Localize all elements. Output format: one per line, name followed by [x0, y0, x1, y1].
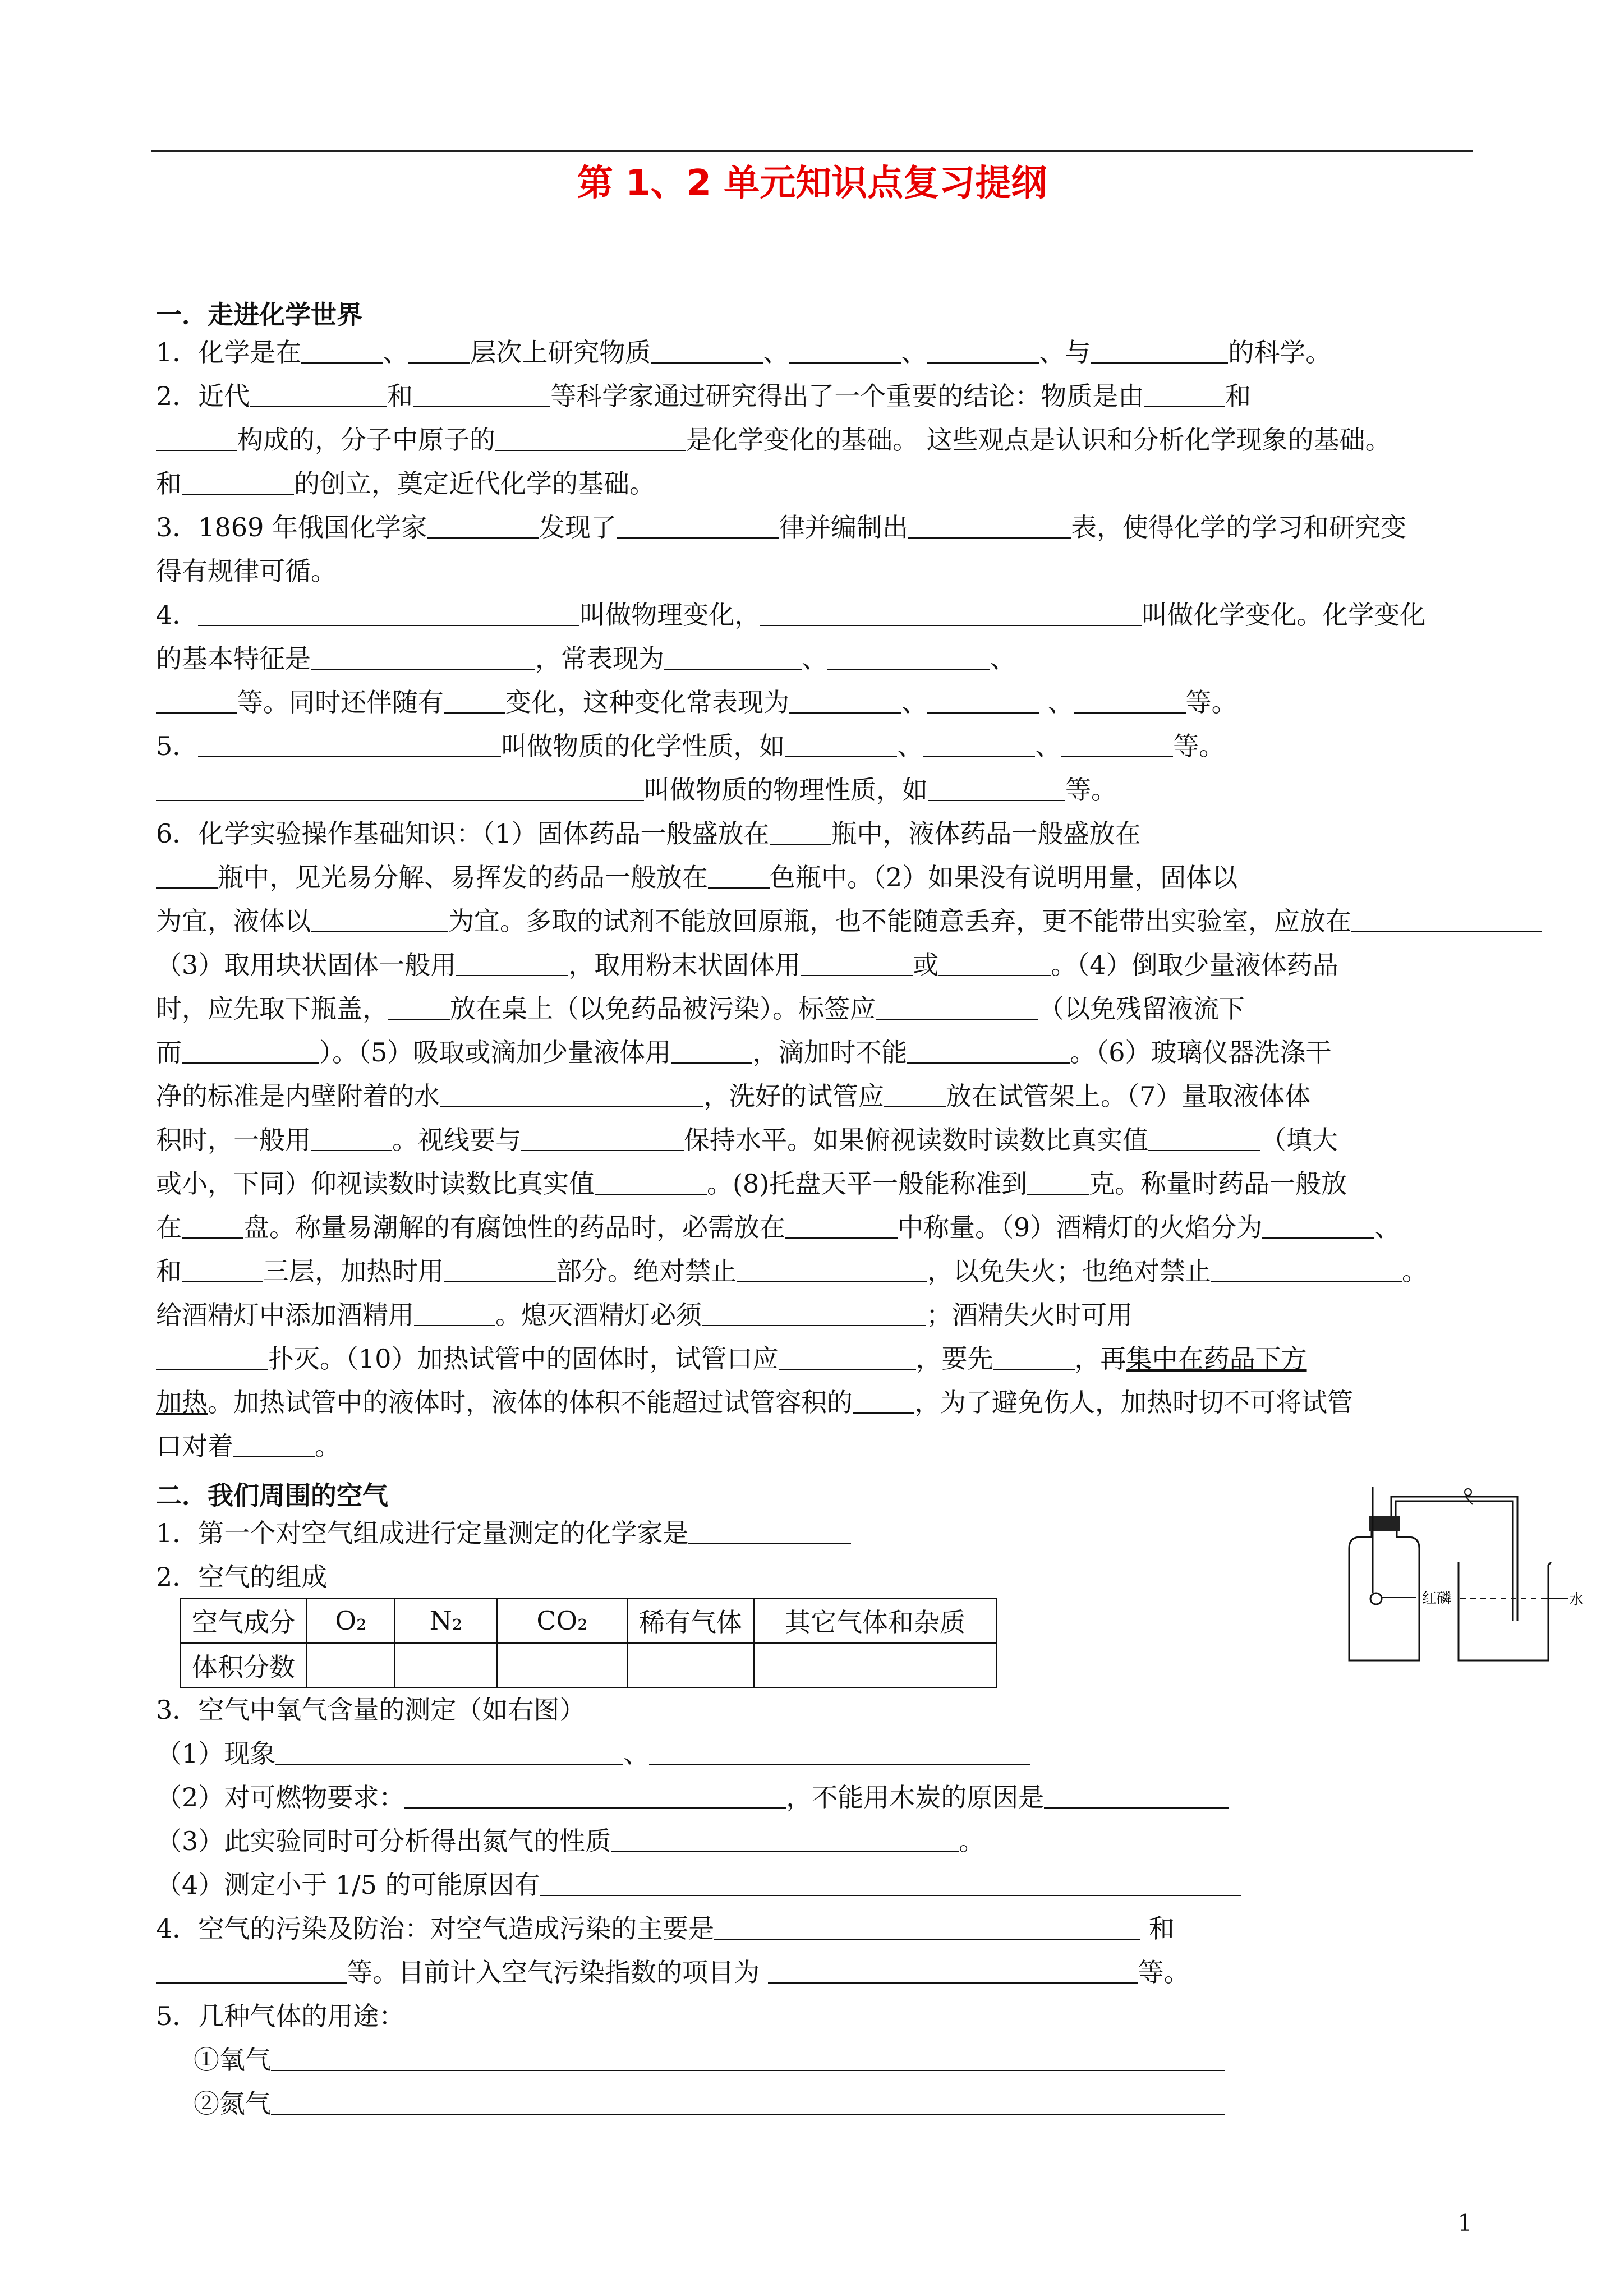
s1-line-13: 瓶中，见光易分解、易挥发的药品一般放在 色瓶中。（2）如果没有说明用量，固体以	[156, 864, 1237, 890]
table-cell: 稀有气体	[627, 1598, 754, 1643]
table-cell: O₂	[307, 1598, 395, 1643]
s1-line-2: 2．近代 和 等科学家通过研究得出了一个重要的结论：物质是由 和	[156, 381, 1252, 411]
s1-line-25: 加热。加热试管中的液体时，液体的体积不能超过试管容积的 ，为了避免伤人，加热时切不可将试管	[156, 1387, 1353, 1418]
table-cell-empty	[627, 1643, 754, 1688]
s1-line-6: 得有规律可循。	[156, 556, 337, 586]
s1-line-19: 积时，一般用 。视线要与 保持水平。如果俯视读数时读数比真实值 （填大	[156, 1125, 1338, 1155]
s1-line-15: （3）取用块状固体一般用 ，取用粉末状固体用 或 。（4）倒取少量液体药品	[156, 950, 1338, 980]
s1-line-4: 和 的创立，奠定近代化学的基础。	[156, 468, 655, 499]
s2-line-12: ②氮气	[194, 2091, 1225, 2116]
s2-line-11: ①氧气	[194, 2047, 1225, 2073]
table-cell: N₂	[395, 1598, 497, 1643]
s1-line-1: 1．化学是在 、 层次上研究物质 、 、 、与 的科学。	[156, 337, 1332, 367]
s1-line-18: 净的标准是内壁附着的水 ，洗好的试管应 放在试管架上。（7）量取液体体	[156, 1081, 1311, 1111]
s2-line-3: 3．空气中氧气含量的测定（如右图）	[156, 1695, 586, 1725]
page-title: 第 1、2 单元知识点复习提纲	[577, 163, 1047, 204]
s1-line-11: 叫做物质的物理性质，如 等。	[156, 777, 1117, 803]
section-heading-2: 二．我们周围的空气	[156, 1480, 388, 1511]
s1-line-7: 4． 叫做物理变化， 叫做化学变化。化学变化	[156, 600, 1426, 630]
s2-line-6: （3）此实验同时可分析得出氮气的性质 。	[156, 1826, 985, 1856]
s2-line-7: （4）测定小于 1/5 的可能原因有	[156, 1872, 1241, 1898]
table-cell: 体积分数	[180, 1643, 307, 1688]
s1-line-14: 为宜，液体以 为宜。多取的试剂不能放回原瓶，也不能随意丢弃，更不能带出实验室，应放在	[156, 908, 1542, 934]
table-cell-empty	[307, 1643, 395, 1688]
s1-line-16: 时，应先取下瓶盖， 放在桌上（以免药品被污染）。标签应 （以免残留液流下	[156, 993, 1245, 1024]
label-water: 水	[1569, 1591, 1584, 1608]
table-cell-empty	[754, 1643, 996, 1688]
s2-line-10: 5．几种气体的用途：	[156, 2001, 405, 2031]
s1-line-10: 5． 叫做物质的化学性质，如 、 、 等。	[156, 731, 1225, 761]
table-row	[180, 1643, 996, 1688]
s2-line-2: 2．空气的组成	[156, 1562, 328, 1592]
s2-line-9: 等。目前计入空气污染指数的项目为 等。	[156, 1959, 1190, 1985]
s1-line-3: 构成的，分子中原子的 是化学变化的基础。 这些观点是认识和分析化学现象的基础。	[156, 427, 1391, 453]
s1-line-23: 给酒精灯中添加酒精用 。熄灭酒精灯必须 ；酒精失火时可用	[156, 1300, 1133, 1330]
s2-line-5: （2）对可燃物要求： ，不能用木炭的原因是	[156, 1784, 1229, 1810]
s1-line-9: 等。同时还伴随有 变化，这种变化常表现为 、 、 等。	[156, 689, 1237, 715]
table-row	[180, 1598, 996, 1643]
s2-line-4: （1）现象 、	[156, 1741, 1030, 1766]
s1-line-21: 在 盘。称量易潮解的有腐蚀性的药品时，必需放在 中称量。（9）酒精灯的火焰分为 、	[156, 1212, 1401, 1243]
s1-line-24: 扑灭。（10）加热试管中的固体时，试管口应 ，要先 ，再集中在药品下方	[156, 1346, 1307, 1372]
s2-line-8: 4．空气的污染及防治：对空气造成污染的主要是 和	[156, 1913, 1175, 1944]
s1-line-8: 的基本特征是 ，常表现为 、 、	[156, 643, 1016, 674]
s1-line-12: 6．化学实验操作基础知识：（1）固体药品一般盛放在 瓶中，液体药品一般盛放在	[156, 818, 1141, 849]
air-composition-table	[180, 1598, 997, 1688]
header-rule	[151, 150, 1473, 152]
table-cell-empty	[395, 1643, 497, 1688]
table-cell-empty	[497, 1643, 627, 1688]
s1-line-22: 和 三层，加热时用 部分。绝对禁止 ，以免失火；也绝对禁止 。	[156, 1256, 1428, 1286]
oxygen-measurement-apparatus-figure	[1338, 1481, 1596, 1666]
s1-line-17: 而 ）。（5）吸取或滴加少量液体用 ，滴加时不能 。（6）玻璃仪器洗涤干	[156, 1037, 1332, 1068]
s1-line-5: 3．1869 年俄国化学家 发现了 律并编制出 表，使得化学的学习和研究变	[156, 512, 1406, 542]
s1-line-26: 口对着 。	[156, 1431, 341, 1461]
s1-line-20: 或小，下同）仰视读数时读数比真实值 。(8)托盘天平一般能称准到 克。称量时药品一般放	[156, 1168, 1347, 1199]
table-cell: 空气成分	[180, 1598, 307, 1643]
label-red-phosphorus: 红磷	[1422, 1590, 1452, 1607]
section-heading-1: 一．走进化学世界	[156, 300, 362, 330]
table-cell: CO₂	[497, 1598, 627, 1643]
table-cell: 其它气体和杂质	[754, 1598, 996, 1643]
s2-line-1: 1．第一个对空气组成进行定量测定的化学家是	[156, 1520, 851, 1546]
page-number: 1	[1457, 2209, 1473, 2237]
